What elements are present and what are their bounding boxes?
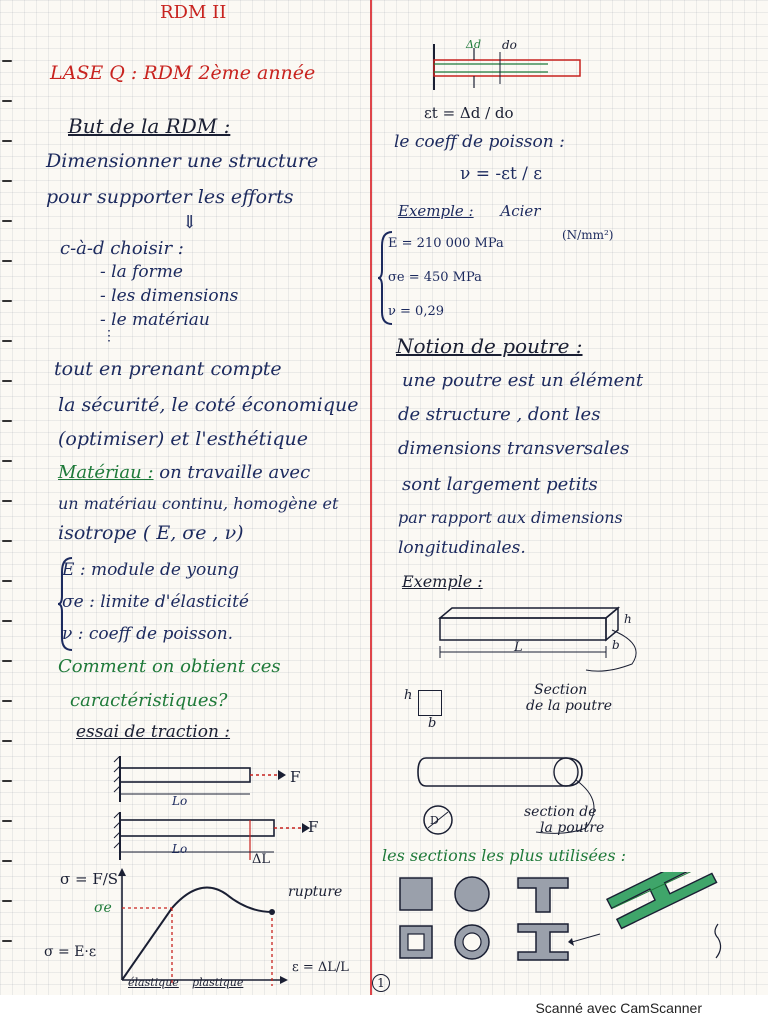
beam-example-label: Exemple : <box>402 572 483 591</box>
section-h: h <box>404 688 413 703</box>
sigma-e-label: σe <box>94 900 112 916</box>
value-elastic-limit: σe = 450 MPa <box>388 270 482 285</box>
rupture-label: rupture <box>288 884 343 900</box>
goal-line-2: pour supporter les efforts <box>46 186 294 208</box>
implies-arrow: ⇓ <box>182 212 198 233</box>
length-lo-1: Lo <box>172 794 188 808</box>
value-young-modulus: E = 210 000 MPa <box>388 236 504 251</box>
square-section <box>418 690 442 716</box>
item-dimensions: - les dimensions <box>100 286 239 306</box>
rectangular-beam-sketch <box>436 604 656 674</box>
strain-axis-label: ε = ΔL/L <box>292 960 349 975</box>
choose-line: c-à-d choisir : <box>60 238 184 259</box>
beam-def-line-6: longitudinales. <box>398 538 526 558</box>
tensile-test-heading: essai de traction : <box>76 722 231 742</box>
delta-d-label: Δd <box>466 38 481 51</box>
example-line <box>398 202 540 220</box>
poisson-title: le coeff de poisson : <box>394 132 565 152</box>
course-title: LASE Q : RDM 2ème année <box>50 62 316 84</box>
example-label: Exemple : <box>398 202 474 220</box>
poisson-formula: ν = -εt / ε <box>460 164 543 184</box>
def-elastic-limit: σe : limite d'élasticité <box>62 592 249 612</box>
force-label-2: F <box>308 818 319 836</box>
section-heading: But de la RDM : <box>68 114 231 138</box>
page-header-title: RDM II <box>160 2 227 23</box>
elastic-zone-label: élastique <box>128 976 179 989</box>
beam-notion-heading: Notion de poutre : <box>396 334 583 358</box>
para-line-1: tout en prenant compte <box>54 358 282 380</box>
beam-def-line-5: par rapport aux dimensions <box>398 508 623 527</box>
unit-note: (N/mm²) <box>562 228 614 242</box>
transverse-strain-formula: εt = Δd / do <box>424 104 514 122</box>
goal-line-1: Dimensionner une structure <box>46 150 319 172</box>
section-b: b <box>428 716 437 731</box>
beam-height-h: h <box>624 612 632 626</box>
def-young: E : module de young <box>62 560 239 580</box>
length-lo-2: Lo <box>172 842 188 856</box>
diameter-label: D <box>430 814 439 827</box>
item-form: - la forme <box>100 262 183 282</box>
question-line-2: caractéristiques? <box>70 690 228 711</box>
scanner-watermark: Scanné avec CamScanner <box>535 1000 702 1016</box>
bar-before-test <box>110 756 320 802</box>
margin-line <box>370 0 372 995</box>
question-line-1: Comment on obtient ces <box>58 656 281 677</box>
beam-def-line-2: de structure , dont les <box>398 404 601 425</box>
beam-def-line-1: une poutre est un élément <box>402 370 644 391</box>
para-line-2: la sécurité, le coté économique <box>58 394 359 416</box>
para-line-3: (optimiser) et l'esthétique <box>58 428 309 450</box>
value-poisson: ν = 0,29 <box>388 304 445 319</box>
sections-title: les sections les plus utilisées : <box>382 846 627 865</box>
continuation-dots: ⋮ <box>102 328 116 344</box>
delta-l-label: ΔL <box>252 852 271 867</box>
example-material: Acier <box>500 202 541 220</box>
section-label-1: Section <box>534 682 588 698</box>
bar-after-test <box>110 812 320 862</box>
materiau-label: Matériau : <box>58 462 154 483</box>
materiau-line-3: isotrope ( E, σe , ν) <box>58 522 244 544</box>
cyl-label-1: section de <box>524 804 597 820</box>
hooke-law: σ = E·ε <box>44 944 97 960</box>
cyl-label-2: la poutre <box>540 820 605 836</box>
plastic-zone-label: plastique <box>192 976 244 989</box>
force-label-1: F <box>290 768 301 786</box>
materiau-line <box>58 462 310 483</box>
beam-length-l: L <box>514 640 523 655</box>
do-label: do <box>502 38 517 52</box>
stress-definition: σ = F/S <box>60 870 119 888</box>
beam-def-line-3: dimensions transversales <box>398 438 630 459</box>
common-sections-sketch <box>396 872 756 982</box>
def-poisson: ν : coeff de poisson. <box>62 624 234 644</box>
page-number: 1 <box>372 974 390 992</box>
beam-def-line-4: sont largement petits <box>402 474 598 495</box>
materiau-text: on travaille avec <box>153 462 311 483</box>
beam-width-b: b <box>612 638 620 652</box>
section-label-2: de la poutre <box>526 698 612 714</box>
item-material: - le matériau <box>100 310 210 330</box>
materiau-line-2: un matériau continu, homogène et <box>58 494 339 513</box>
